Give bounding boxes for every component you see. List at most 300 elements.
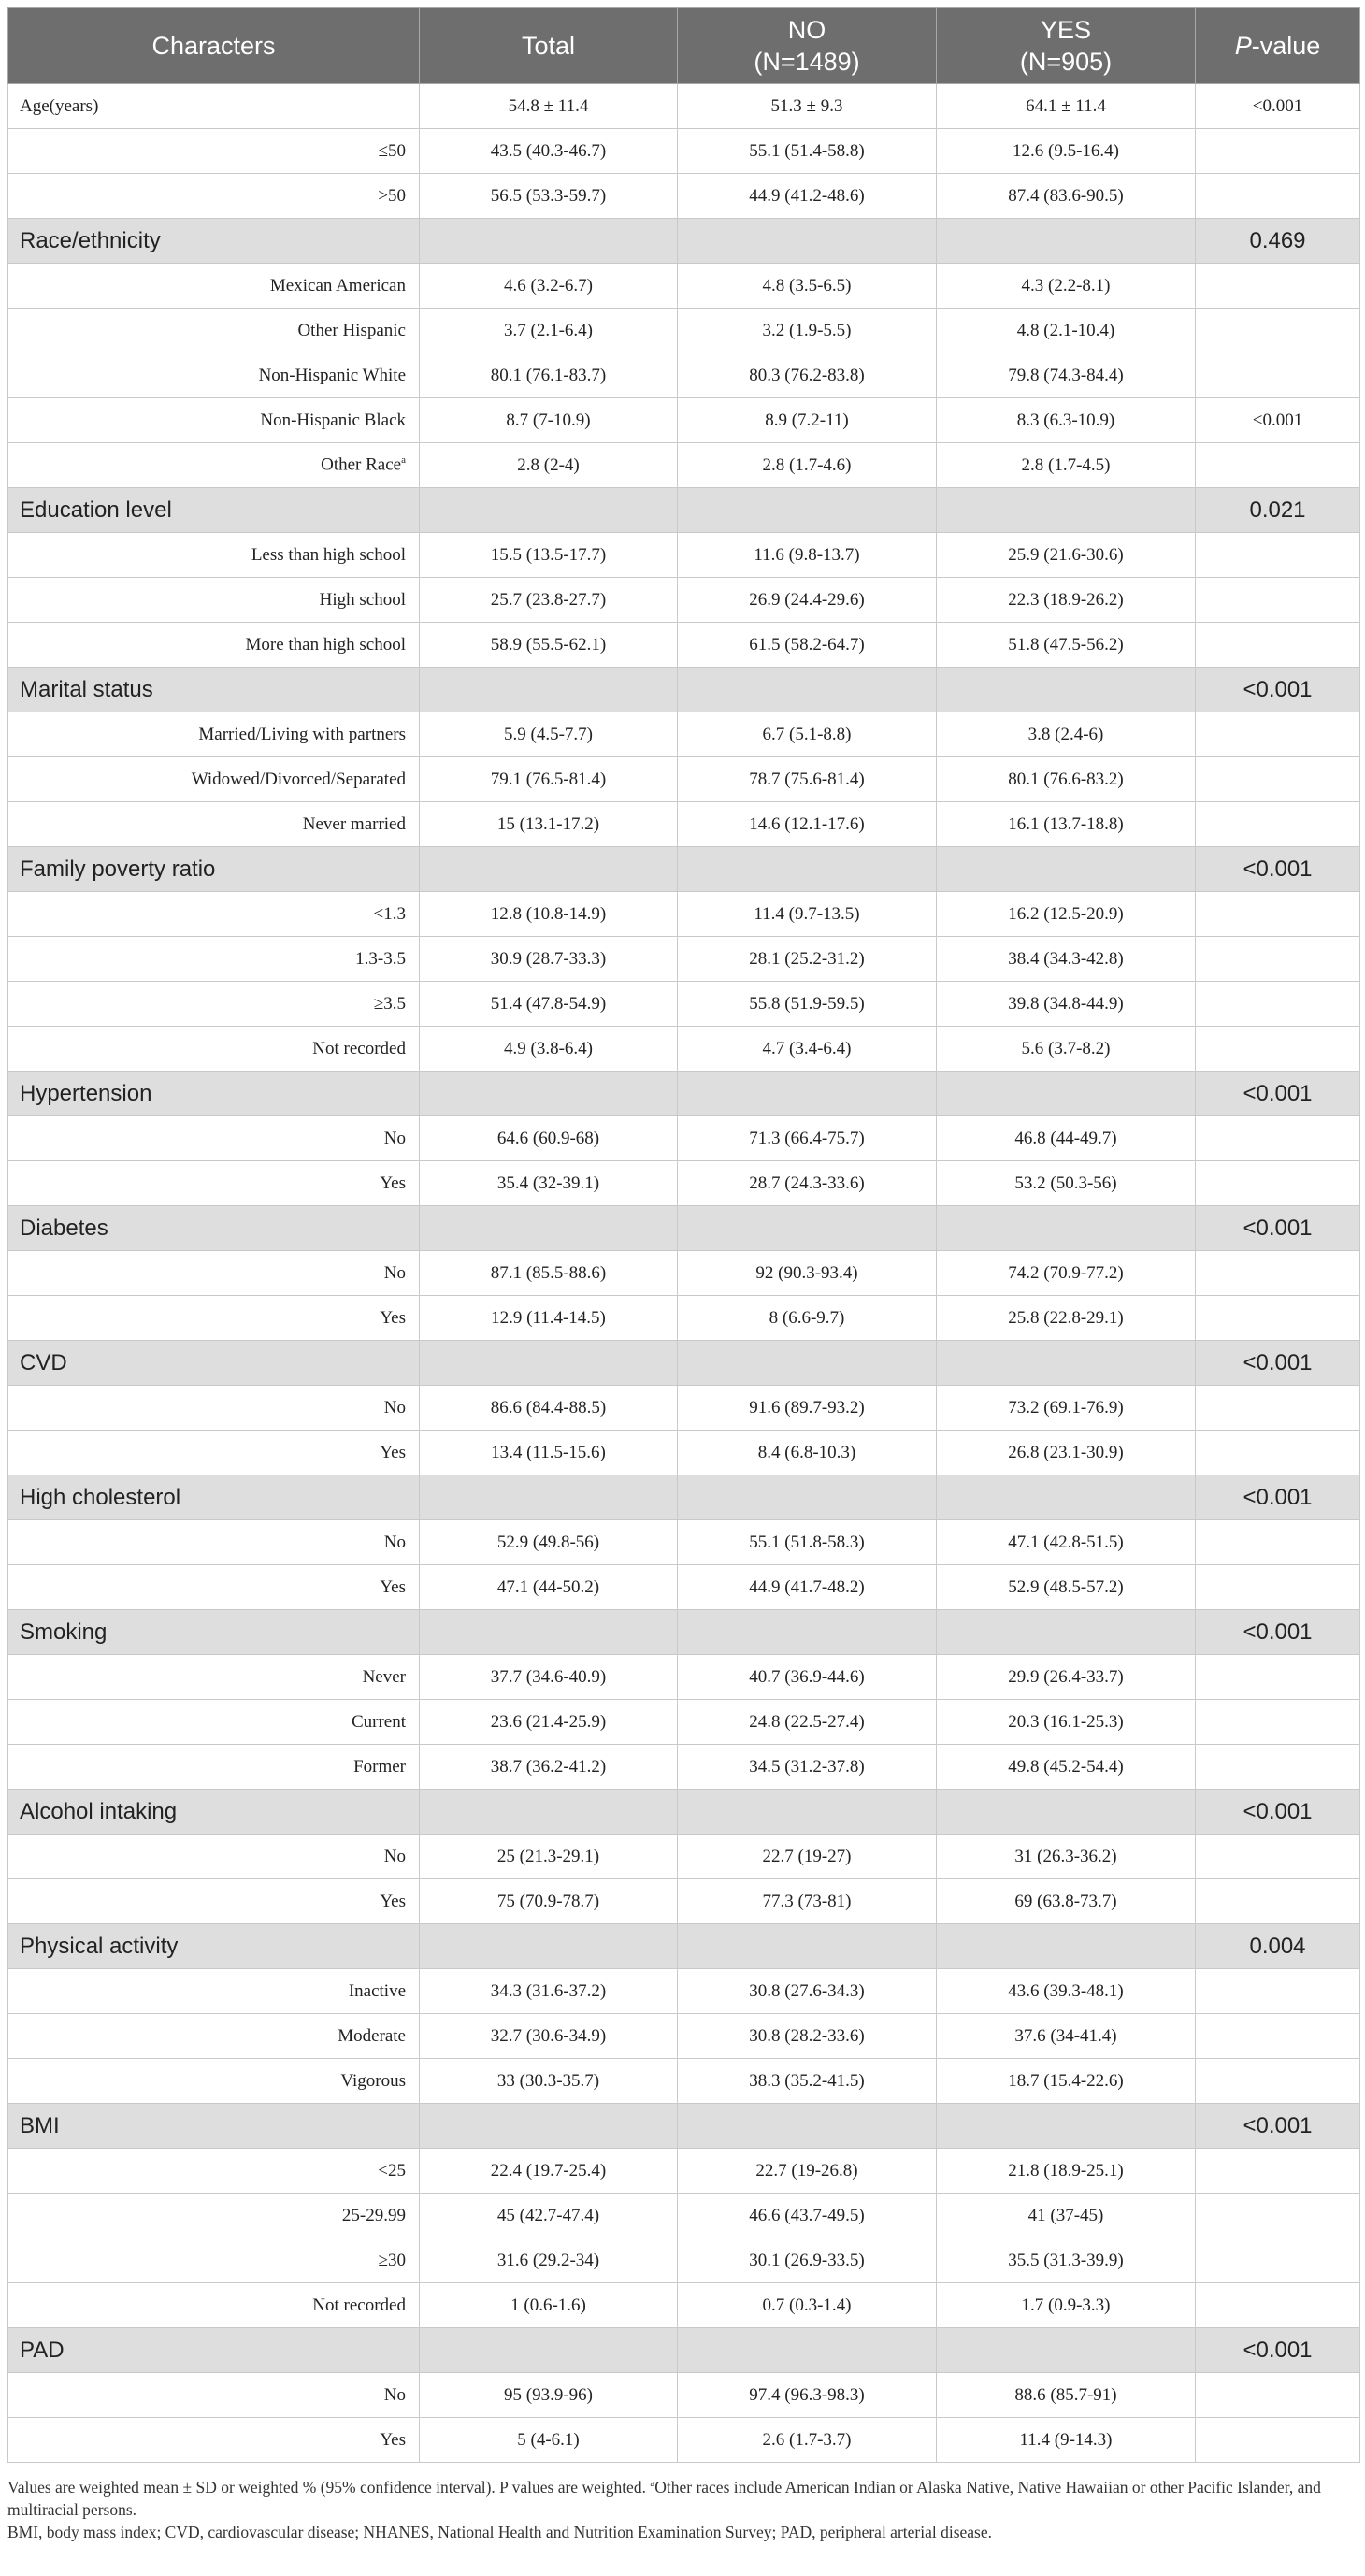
p-value-cell: <0.001	[1196, 1475, 1360, 1520]
p-value-cell	[1196, 129, 1360, 174]
yes-cell: 12.6 (9.5-16.4)	[937, 129, 1196, 174]
row-label	[8, 1027, 420, 1072]
no-cell: 30.8 (28.2-33.6)	[678, 2014, 937, 2059]
p-value-cell	[1196, 1296, 1360, 1341]
total-cell: 2.8 (2-4)	[420, 443, 678, 488]
row-label-text: More than high school	[245, 634, 406, 655]
no-cell: 71.3 (66.4-75.7)	[678, 1116, 937, 1161]
row-label	[8, 1655, 420, 1700]
p-value-cell	[1196, 533, 1360, 578]
row-label-text: Yes	[380, 1891, 406, 1911]
table-row	[8, 1565, 1360, 1610]
yes-cell	[937, 1072, 1196, 1116]
no-cell: 26.9 (24.4-29.6)	[678, 578, 937, 623]
row-label-sup: a	[401, 454, 406, 467]
row-label-text: Smoking	[20, 1619, 108, 1645]
p-value-cell: <0.001	[1196, 2328, 1360, 2373]
footnote-abbreviations: BMI, body mass index; CVD, cardiovascular disease; NHANES, National Health and Nutrition Examination Survey; PAD, peripheral arterial disease.	[7, 2522, 993, 2541]
row-label-text: 1.3-3.5	[355, 948, 406, 969]
row-label	[8, 2418, 420, 2463]
row-label-text: Inactive	[348, 1980, 406, 2001]
yes-cell: 80.1 (76.6-83.2)	[937, 757, 1196, 802]
table-row	[8, 623, 1360, 668]
yes-cell: 69 (63.8-73.7)	[937, 1879, 1196, 1924]
category-label	[8, 1924, 420, 1969]
no-cell	[678, 1924, 937, 1969]
row-label	[8, 2059, 420, 2104]
category-label	[8, 1341, 420, 1386]
row-label	[8, 1700, 420, 1745]
row-label	[8, 1969, 420, 2014]
yes-cell	[937, 1341, 1196, 1386]
row-label	[8, 578, 420, 623]
category-row	[8, 1924, 1360, 1969]
no-cell: 92 (90.3-93.4)	[678, 1251, 937, 1296]
p-value-cell: <0.001	[1196, 1790, 1360, 1835]
no-cell: 8.9 (7.2-11)	[678, 398, 937, 443]
total-cell: 33 (30.3-35.7)	[420, 2059, 678, 2104]
no-cell: 24.8 (22.5-27.4)	[678, 1700, 937, 1745]
p-value-cell: <0.001	[1196, 2104, 1360, 2149]
yes-cell	[937, 847, 1196, 892]
p-value-cell	[1196, 2238, 1360, 2283]
yes-cell: 1.7 (0.9-3.3)	[937, 2283, 1196, 2328]
p-value-cell	[1196, 1386, 1360, 1431]
row-label	[8, 443, 420, 488]
row-label-text: No	[383, 1262, 406, 1283]
row-label	[8, 264, 420, 309]
no-cell: 46.6 (43.7-49.5)	[678, 2194, 937, 2238]
row-label-text: No	[383, 1532, 406, 1552]
header-yes-label: YES	[1040, 16, 1092, 44]
p-value-cell	[1196, 2283, 1360, 2328]
total-cell: 47.1 (44-50.2)	[420, 1565, 678, 1610]
total-cell: 4.9 (3.8-6.4)	[420, 1027, 678, 1072]
row-label-text: Race/ethnicity	[20, 227, 161, 253]
category-row	[8, 1610, 1360, 1655]
header-no	[678, 8, 937, 84]
total-cell: 80.1 (76.1-83.7)	[420, 353, 678, 398]
no-cell: 44.9 (41.7-48.2)	[678, 1565, 937, 1610]
no-cell: 44.9 (41.2-48.6)	[678, 174, 937, 219]
no-cell: 28.1 (25.2-31.2)	[678, 937, 937, 982]
row-label-text: Non-Hispanic Black	[260, 410, 406, 430]
row-label	[8, 1745, 420, 1790]
no-cell	[678, 1206, 937, 1251]
table-row	[8, 1655, 1360, 1700]
table-row	[8, 982, 1360, 1027]
no-cell: 2.6 (1.7-3.7)	[678, 2418, 937, 2463]
p-value-cell	[1196, 174, 1360, 219]
p-value-cell	[1196, 1655, 1360, 1700]
row-label	[8, 2373, 420, 2418]
row-label-text: Yes	[380, 1173, 406, 1193]
yes-cell	[937, 219, 1196, 264]
yes-cell: 21.8 (18.9-25.1)	[937, 2149, 1196, 2194]
total-cell: 3.7 (2.1-6.4)	[420, 309, 678, 353]
p-value-cell	[1196, 1431, 1360, 1475]
total-cell: 58.9 (55.5-62.1)	[420, 623, 678, 668]
yes-cell: 2.8 (1.7-4.5)	[937, 443, 1196, 488]
yes-cell: 18.7 (15.4-22.6)	[937, 2059, 1196, 2104]
table-row	[8, 2238, 1360, 2283]
yes-cell: 25.9 (21.6-30.6)	[937, 533, 1196, 578]
total-cell	[420, 1475, 678, 1520]
row-label-text: CVD	[20, 1349, 67, 1375]
no-cell: 28.7 (24.3-33.6)	[678, 1161, 937, 1206]
table-row	[8, 1116, 1360, 1161]
p-value-cell	[1196, 1745, 1360, 1790]
no-cell	[678, 488, 937, 533]
p-value-cell	[1196, 264, 1360, 309]
row-label	[8, 1386, 420, 1431]
no-cell: 14.6 (12.1-17.6)	[678, 802, 937, 847]
header-no-count: (N=1489)	[754, 48, 860, 76]
yes-cell: 8.3 (6.3-10.9)	[937, 398, 1196, 443]
yes-cell: 29.9 (26.4-33.7)	[937, 1655, 1196, 1700]
row-label-text: Moderate	[338, 2025, 406, 2046]
p-value-cell	[1196, 757, 1360, 802]
total-cell: 34.3 (31.6-37.2)	[420, 1969, 678, 2014]
total-cell: 79.1 (76.5-81.4)	[420, 757, 678, 802]
yes-cell	[937, 1206, 1196, 1251]
row-label-text: Family poverty ratio	[20, 856, 216, 882]
table-row	[8, 2149, 1360, 2194]
category-label	[8, 1790, 420, 1835]
yes-cell: 41 (37-45)	[937, 2194, 1196, 2238]
no-cell: 30.1 (26.9-33.5)	[678, 2238, 937, 2283]
no-cell	[678, 847, 937, 892]
row-label	[8, 353, 420, 398]
table-row	[8, 802, 1360, 847]
characteristics-table	[7, 7, 1360, 2463]
total-cell	[420, 1072, 678, 1116]
yes-cell: 11.4 (9-14.3)	[937, 2418, 1196, 2463]
no-cell: 91.6 (89.7-93.2)	[678, 1386, 937, 1431]
category-row	[8, 1206, 1360, 1251]
no-cell: 22.7 (19-26.8)	[678, 2149, 937, 2194]
no-cell: 6.7 (5.1-8.8)	[678, 712, 937, 757]
row-label	[8, 1431, 420, 1475]
table-row	[8, 84, 1360, 129]
yes-cell: 35.5 (31.3-39.9)	[937, 2238, 1196, 2283]
total-cell: 15.5 (13.5-17.7)	[420, 533, 678, 578]
no-cell: 34.5 (31.2-37.8)	[678, 1745, 937, 1790]
total-cell: 38.7 (36.2-41.2)	[420, 1745, 678, 1790]
row-label-text: Age(years)	[20, 95, 99, 116]
no-cell	[678, 1072, 937, 1116]
no-cell	[678, 2104, 937, 2149]
p-value-cell: <0.001	[1196, 84, 1360, 129]
row-label-text: Yes	[380, 1442, 406, 1462]
no-cell: 55.1 (51.4-58.8)	[678, 129, 937, 174]
table-row	[8, 1161, 1360, 1206]
header-characters: Characters	[8, 8, 420, 84]
table-row	[8, 2373, 1360, 2418]
row-label-text: Current	[351, 1711, 406, 1732]
row-label-text: No	[383, 1846, 406, 1866]
yes-cell: 74.2 (70.9-77.2)	[937, 1251, 1196, 1296]
p-value-cell: 0.021	[1196, 488, 1360, 533]
p-value-cell: <0.001	[1196, 398, 1360, 443]
header-yes-count: (N=905)	[1019, 48, 1113, 76]
table-row	[8, 443, 1360, 488]
table-row	[8, 398, 1360, 443]
total-cell: 12.8 (10.8-14.9)	[420, 892, 678, 937]
category-label	[8, 1475, 420, 1520]
p-value-cell	[1196, 1520, 1360, 1565]
row-label-text: Hypertension	[20, 1080, 152, 1106]
header-p-value	[1196, 8, 1360, 84]
row-label	[8, 937, 420, 982]
total-cell: 4.6 (3.2-6.7)	[420, 264, 678, 309]
yes-cell: 22.3 (18.9-26.2)	[937, 578, 1196, 623]
total-cell	[420, 1610, 678, 1655]
table-row	[8, 2014, 1360, 2059]
yes-cell: 25.8 (22.8-29.1)	[937, 1296, 1196, 1341]
no-cell: 8 (6.6-9.7)	[678, 1296, 937, 1341]
yes-cell	[937, 668, 1196, 712]
total-cell: 22.4 (19.7-25.4)	[420, 2149, 678, 2194]
no-cell: 4.7 (3.4-6.4)	[678, 1027, 937, 1072]
category-row	[8, 1790, 1360, 1835]
no-cell	[678, 219, 937, 264]
row-label-text: Never married	[302, 813, 406, 834]
row-label-text: >50	[378, 185, 406, 206]
p-value-cell	[1196, 712, 1360, 757]
yes-cell: 53.2 (50.3-56)	[937, 1161, 1196, 1206]
row-label-text: Alcohol intaking	[20, 1798, 178, 1824]
no-cell: 11.4 (9.7-13.5)	[678, 892, 937, 937]
row-label	[8, 623, 420, 668]
total-cell: 12.9 (11.4-14.5)	[420, 1296, 678, 1341]
total-cell: 5.9 (4.5-7.7)	[420, 712, 678, 757]
p-value-cell: <0.001	[1196, 668, 1360, 712]
no-cell	[678, 2328, 937, 2373]
row-label	[8, 712, 420, 757]
p-value-cell: 0.469	[1196, 219, 1360, 264]
p-value-cell	[1196, 2194, 1360, 2238]
total-cell: 95 (93.9-96)	[420, 2373, 678, 2418]
row-label	[8, 1116, 420, 1161]
no-cell: 55.1 (51.8-58.3)	[678, 1520, 937, 1565]
p-value-cell: <0.001	[1196, 1072, 1360, 1116]
no-cell	[678, 1790, 937, 1835]
total-cell: 51.4 (47.8-54.9)	[420, 982, 678, 1027]
row-label-text: High school	[319, 589, 406, 610]
category-row	[8, 219, 1360, 264]
category-label	[8, 488, 420, 533]
yes-cell: 16.2 (12.5-20.9)	[937, 892, 1196, 937]
no-cell: 22.7 (19-27)	[678, 1835, 937, 1879]
yes-cell: 47.1 (42.8-51.5)	[937, 1520, 1196, 1565]
row-label	[8, 1161, 420, 1206]
row-label-text: Widowed/Divorced/Separated	[191, 769, 406, 789]
table-row	[8, 129, 1360, 174]
row-label-text: Yes	[380, 1307, 406, 1328]
table-footnotes	[7, 2472, 1359, 2543]
row-label-text: Yes	[380, 2429, 406, 2450]
p-value-cell	[1196, 353, 1360, 398]
table-row	[8, 2194, 1360, 2238]
category-label	[8, 2104, 420, 2149]
yes-cell: 88.6 (85.7-91)	[937, 2373, 1196, 2418]
header-p-rest: -value	[1251, 32, 1321, 60]
row-label-text: Former	[353, 1756, 406, 1777]
p-value-cell	[1196, 1565, 1360, 1610]
row-label-text: BMI	[20, 2112, 60, 2138]
total-cell	[420, 488, 678, 533]
total-cell	[420, 219, 678, 264]
row-label-text: ≥30	[378, 2250, 406, 2270]
table-row	[8, 2059, 1360, 2104]
footnote-sup: a	[650, 2478, 655, 2489]
category-row	[8, 1475, 1360, 1520]
total-cell: 32.7 (30.6-34.9)	[420, 2014, 678, 2059]
footnote-values-a: Values are weighted mean ± SD or weighted % (95% confidence interval). P values are weighted.	[7, 2477, 651, 2497]
yes-cell: 73.2 (69.1-76.9)	[937, 1386, 1196, 1431]
table-row	[8, 1431, 1360, 1475]
no-cell: 4.8 (3.5-6.5)	[678, 264, 937, 309]
total-cell: 35.4 (32-39.1)	[420, 1161, 678, 1206]
yes-cell: 49.8 (45.2-54.4)	[937, 1745, 1196, 1790]
total-cell: 30.9 (28.7-33.3)	[420, 937, 678, 982]
p-value-cell	[1196, 802, 1360, 847]
footnote-values	[7, 2472, 1359, 2521]
total-cell: 8.7 (7-10.9)	[420, 398, 678, 443]
no-cell	[678, 1341, 937, 1386]
total-cell	[420, 847, 678, 892]
category-row	[8, 668, 1360, 712]
yes-cell: 16.1 (13.7-18.8)	[937, 802, 1196, 847]
table-row	[8, 264, 1360, 309]
yes-cell: 31 (26.3-36.2)	[937, 1835, 1196, 1879]
total-cell: 54.8 ± 11.4	[420, 84, 678, 129]
row-label-text: Other Hispanic	[297, 320, 406, 340]
total-cell: 25 (21.3-29.1)	[420, 1835, 678, 1879]
yes-cell	[937, 488, 1196, 533]
table-row	[8, 1969, 1360, 2014]
no-cell: 78.7 (75.6-81.4)	[678, 757, 937, 802]
table-row	[8, 1027, 1360, 1072]
row-label	[8, 892, 420, 937]
row-label-text: 25-29.99	[341, 2205, 406, 2225]
category-label	[8, 847, 420, 892]
table-row	[8, 174, 1360, 219]
table-header	[8, 8, 1360, 84]
category-label	[8, 668, 420, 712]
total-cell: 5 (4-6.1)	[420, 2418, 678, 2463]
no-cell: 3.2 (1.9-5.5)	[678, 309, 937, 353]
no-cell: 11.6 (9.8-13.7)	[678, 533, 937, 578]
category-label	[8, 1610, 420, 1655]
yes-cell	[937, 1475, 1196, 1520]
total-cell: 23.6 (21.4-25.9)	[420, 1700, 678, 1745]
p-value-cell	[1196, 892, 1360, 937]
p-value-cell	[1196, 937, 1360, 982]
p-value-cell	[1196, 1879, 1360, 1924]
no-cell: 40.7 (36.9-44.6)	[678, 1655, 937, 1700]
total-cell: 52.9 (49.8-56)	[420, 1520, 678, 1565]
table-row	[8, 1835, 1360, 1879]
no-cell: 61.5 (58.2-64.7)	[678, 623, 937, 668]
p-value-cell	[1196, 982, 1360, 1027]
table-row	[8, 1386, 1360, 1431]
table-row	[8, 1296, 1360, 1341]
total-cell: 86.6 (84.4-88.5)	[420, 1386, 678, 1431]
row-label	[8, 982, 420, 1027]
p-value-cell	[1196, 2373, 1360, 2418]
category-row	[8, 847, 1360, 892]
total-cell	[420, 2104, 678, 2149]
table-row	[8, 712, 1360, 757]
p-value-cell	[1196, 1251, 1360, 1296]
p-value-cell: <0.001	[1196, 1610, 1360, 1655]
row-label	[8, 1835, 420, 1879]
row-label-text: Vigorous	[340, 2070, 406, 2091]
row-label-text: No	[383, 1128, 406, 1148]
no-cell: 51.3 ± 9.3	[678, 84, 937, 129]
no-cell: 2.8 (1.7-4.6)	[678, 443, 937, 488]
yes-cell: 26.8 (23.1-30.9)	[937, 1431, 1196, 1475]
table-row	[8, 1520, 1360, 1565]
yes-cell: 3.8 (2.4-6)	[937, 712, 1196, 757]
table-row	[8, 1879, 1360, 1924]
total-cell: 25.7 (23.8-27.7)	[420, 578, 678, 623]
header-row	[8, 8, 1360, 84]
header-no-label: NO	[787, 16, 826, 44]
yes-cell: 52.9 (48.5-57.2)	[937, 1565, 1196, 1610]
yes-cell	[937, 1790, 1196, 1835]
table-row	[8, 2418, 1360, 2463]
row-label	[8, 533, 420, 578]
p-value-cell	[1196, 578, 1360, 623]
row-label-text: Physical activity	[20, 1933, 179, 1959]
category-label	[8, 219, 420, 264]
table-row	[8, 1251, 1360, 1296]
total-cell: 31.6 (29.2-34)	[420, 2238, 678, 2283]
no-cell: 55.8 (51.9-59.5)	[678, 982, 937, 1027]
table-row	[8, 309, 1360, 353]
no-cell: 0.7 (0.3-1.4)	[678, 2283, 937, 2328]
row-label	[8, 2014, 420, 2059]
row-label	[8, 2238, 420, 2283]
row-label	[8, 1251, 420, 1296]
row-label	[8, 1520, 420, 1565]
p-value-cell: 0.004	[1196, 1924, 1360, 1969]
p-value-cell	[1196, 2418, 1360, 2463]
yes-cell: 4.8 (2.1-10.4)	[937, 309, 1196, 353]
p-value-cell	[1196, 1969, 1360, 2014]
table-row	[8, 353, 1360, 398]
row-label-text: ≤50	[378, 140, 406, 161]
row-label	[8, 2194, 420, 2238]
table-row	[8, 757, 1360, 802]
row-label	[8, 84, 420, 129]
p-value-cell	[1196, 2014, 1360, 2059]
table-row	[8, 2283, 1360, 2328]
row-label-text: Non-Hispanic White	[258, 365, 406, 385]
yes-cell: 64.1 ± 11.4	[937, 84, 1196, 129]
yes-cell: 37.6 (34-41.4)	[937, 2014, 1196, 2059]
yes-cell: 20.3 (16.1-25.3)	[937, 1700, 1196, 1745]
yes-cell: 39.8 (34.8-44.9)	[937, 982, 1196, 1027]
header-yes	[937, 8, 1196, 84]
total-cell: 1 (0.6-1.6)	[420, 2283, 678, 2328]
row-label-text: Not recorded	[312, 2295, 406, 2315]
total-cell: 37.7 (34.6-40.9)	[420, 1655, 678, 1700]
p-value-cell: <0.001	[1196, 1206, 1360, 1251]
